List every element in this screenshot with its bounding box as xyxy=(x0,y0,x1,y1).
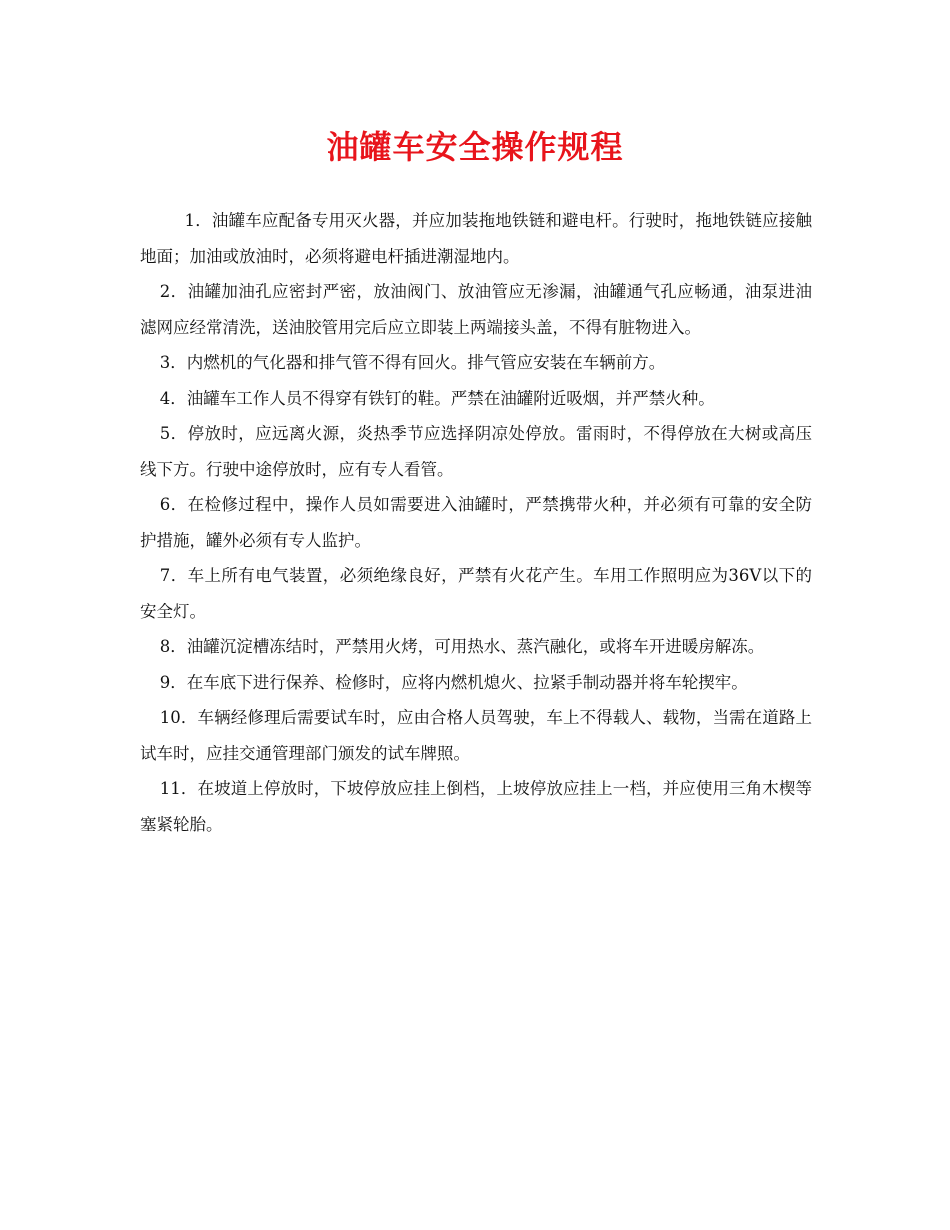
paragraph-2: 2．油罐加油孔应密封严密，放油阀门、放油管应无渗漏，油罐通气孔应畅通，油泵进油滤网应经常清洗，送油胶管用完后应立即装上两端接头盖，不得有脏物进入。 xyxy=(140,282,812,337)
paragraph-4: 4．油罐车工作人员不得穿有铁钉的鞋。严禁在油罐附近吸烟，并严禁火种。 xyxy=(159,388,715,408)
paragraph-11: 11．在坡道上停放时，下坡停放应挂上倒档，上坡停放应挂上一档，并应使用三角木楔等塞紧轮胎。 xyxy=(140,779,812,834)
paragraph-6: 6．在检修过程中，操作人员如需要进入油罐时，严禁携带火种，并必须有可靠的安全防护措施，罐外必须有专人监护。 xyxy=(140,495,812,550)
paragraph-5: 5．停放时，应远离火源，炎热季节应选择阴凉处停放。雷雨时，不得停放在大树或高压线下方。行驶中途停放时，应有专人看管。 xyxy=(140,424,812,479)
paragraph-9: 9．在车底下进行保养、检修时，应将内燃机熄火、拉紧手制动器并将车轮揳牢。 xyxy=(159,672,748,692)
paragraph-3: 3．内燃机的气化器和排气管不得有回火。排气管应安装在车辆前方。 xyxy=(159,353,666,372)
paragraph-8: 8．油罐沉淀槽冻结时，严禁用火烤，可用热水、蒸汽融化，或将车开进暖房解冻。 xyxy=(159,637,765,656)
paragraph-10: 10．车辆经修理后需要试车时，应由合格人员驾驶，车上不得载人、载物，当需在道路上试车时，应挂交通管理部门颁发的试车牌照。 xyxy=(140,708,812,763)
paragraph-7: 7．车上所有电气装置，必须绝缘良好，严禁有火花产生。车用工作照明应为36V以下的安全灯。 xyxy=(140,566,812,621)
document-body xyxy=(140,203,812,842)
paragraph-1: 1．油罐车应配备专用灭火器，并应加装拖地铁链和避电杆。行驶时，拖地铁链应接触地面；加油或放油时，必须将避电杆插进潮湿地内。 xyxy=(140,211,812,266)
page-title: 油罐车安全操作规程 xyxy=(326,128,624,166)
